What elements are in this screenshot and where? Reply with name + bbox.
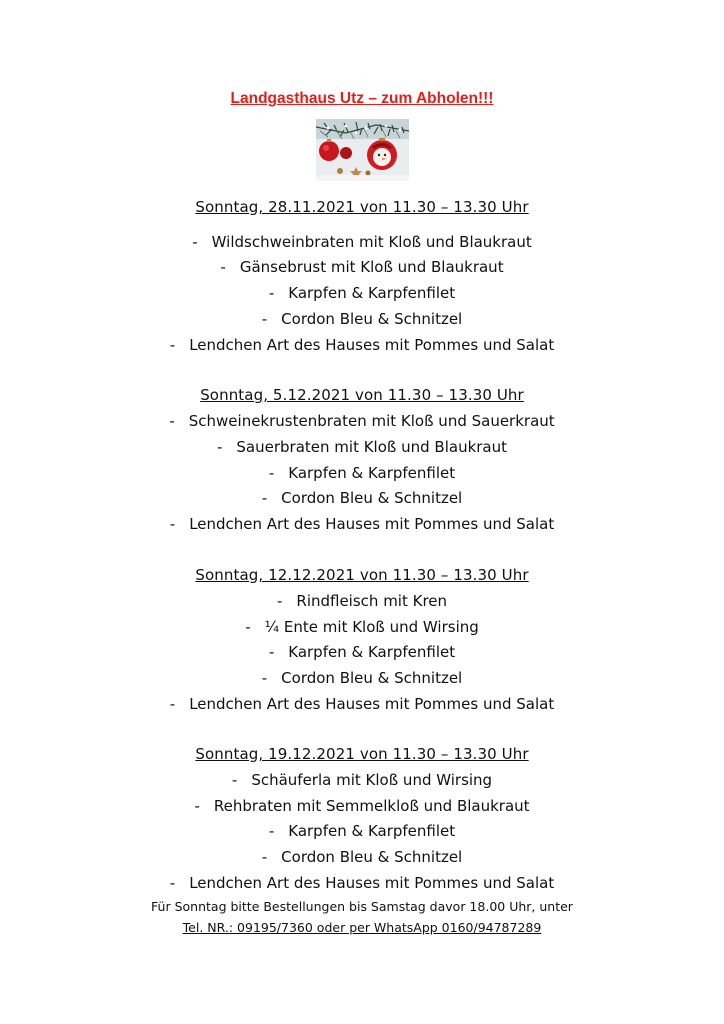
menu-item-label: Lendchen Art des Hauses mit Pommes und Salat [189, 336, 555, 354]
contact-info: Tel. NR.: 09195/7360 oder per WhatsApp 0160/94787289 [182, 920, 542, 935]
menu-item [0, 874, 724, 892]
menu-item [0, 822, 724, 840]
bullet-dash: - [268, 464, 275, 482]
bullet-dash: - [245, 618, 251, 636]
menu-item-label: Schäuferla mit Kloß und Wirsing [251, 771, 493, 789]
bullet-dash: - [169, 336, 176, 354]
menu-item-label: Karpfen & Karpfenfilet [288, 464, 456, 482]
menu-item [0, 336, 724, 354]
section-heading-28-11: Sonntag, 28.11.2021 von 11.30 – 13.30 Uhr [195, 198, 529, 216]
menu-item-label: Lendchen Art des Hauses mit Pommes und Salat [189, 874, 555, 892]
bullet-dash: - [268, 822, 275, 840]
order-note: Für Sonntag bitte Bestellungen bis Samstag davor 18.00 Uhr, unter [151, 899, 573, 914]
menu-item-label: Cordon Bleu & Schnitzel [281, 669, 463, 687]
bullet-dash: - [268, 643, 275, 661]
menu-item [0, 489, 724, 507]
menu-item [0, 515, 724, 533]
menu-item [0, 438, 724, 456]
bullet-dash: - [169, 515, 176, 533]
menu-item-label: Wildschweinbraten mit Kloß und Blaukraut [211, 233, 532, 251]
menu-item-label: Schweinekrustenbraten mit Kloß und Sauerkraut [188, 412, 555, 430]
bullet-dash: - [192, 233, 198, 251]
menu-item [0, 618, 724, 636]
menu-item-label: ¼ Ente mit Kloß und Wirsing [264, 618, 479, 636]
bullet-dash: - [261, 848, 268, 866]
bullet-dash: - [276, 592, 283, 610]
menu-item-label: Karpfen & Karpfenfilet [288, 284, 456, 302]
menu-item [0, 669, 724, 687]
menu-item [0, 771, 724, 789]
bullet-dash: - [169, 412, 175, 430]
menu-item [0, 310, 724, 328]
bullet-dash: - [194, 797, 200, 815]
bullet-dash: - [268, 284, 275, 302]
menu-item [0, 643, 724, 661]
menu-item-label: Cordon Bleu & Schnitzel [281, 489, 463, 507]
page-title: Landgasthaus Utz – zum Abholen!!! [230, 90, 494, 107]
bullet-dash: - [261, 489, 268, 507]
bullet-dash: - [169, 695, 176, 713]
bullet-dash: - [261, 669, 268, 687]
menu-item-label: Gänsebrust mit Kloß und Blaukraut [239, 258, 504, 276]
menu-item-label: Cordon Bleu & Schnitzel [281, 310, 463, 328]
menu-item [0, 695, 724, 713]
bullet-dash: - [169, 874, 176, 892]
menu-item-label: Lendchen Art des Hauses mit Pommes und Salat [189, 695, 555, 713]
bullet-dash: - [220, 258, 226, 276]
menu-item [0, 464, 724, 482]
menu-item-label: Rindfleisch mit Kren [296, 592, 448, 610]
menu-item [0, 284, 724, 302]
bullet-dash: - [231, 771, 238, 789]
section-heading-19-12: Sonntag, 19.12.2021 von 11.30 – 13.30 Uhr [195, 745, 529, 763]
menu-item [0, 848, 724, 866]
menu-item-label: Sauerbraten mit Kloß und Blaukraut [236, 438, 508, 456]
menu-item-label: Cordon Bleu & Schnitzel [281, 848, 463, 866]
bullet-dash: - [216, 438, 223, 456]
menu-item [0, 233, 724, 251]
menu-item [0, 797, 724, 815]
section-heading-12-12: Sonntag, 12.12.2021 von 11.30 – 13.30 Uhr [195, 566, 529, 584]
bullet-dash: - [261, 310, 268, 328]
menu-item [0, 412, 724, 430]
menu-item [0, 592, 724, 610]
menu-item [0, 258, 724, 276]
section-heading-5-12: Sonntag, 5.12.2021 von 11.30 – 13.30 Uhr [200, 386, 524, 404]
menu-item-label: Rehbraten mit Semmelkloß und Blaukraut [213, 797, 530, 815]
christmas-ornament-photo [316, 119, 409, 181]
menu-item-label: Karpfen & Karpfenfilet [288, 643, 456, 661]
menu-item-label: Lendchen Art des Hauses mit Pommes und Salat [189, 515, 555, 533]
menu-item-label: Karpfen & Karpfenfilet [288, 822, 456, 840]
